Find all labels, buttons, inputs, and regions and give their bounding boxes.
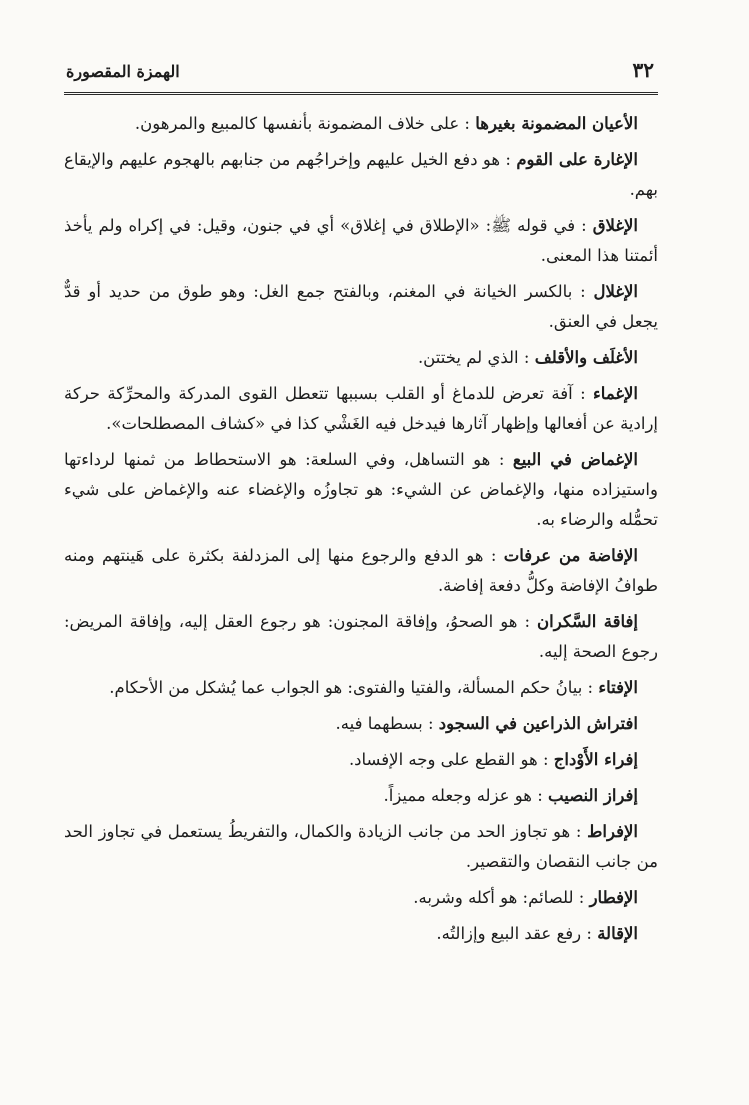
- entry-definition: : هو القطع على وجه الإفساد.: [348, 750, 549, 769]
- entry-term: الإفتاء: [598, 678, 638, 697]
- entry-term: إفراز النصيب: [548, 786, 638, 805]
- entry-definition: : هو دفع الخيل عليهم وإخراجُهم من جنابهم بالهجوم عليهم والإيقاع بهم.: [64, 150, 658, 199]
- entry-definition: : بيانُ حكم المسألة، والفتيا والفتوى: هو الجواب عما يُشكل من الأحكام.: [109, 678, 594, 697]
- glossary-entries: [64, 109, 658, 949]
- entry-definition: : هو الدفع والرجوع منها إلى المزدلفة بكثرة على هَينتهم ومنه طوافُ الإفاضة وكلُّ دفعة إفاضة.: [64, 546, 658, 595]
- entry-term: إفراء الأَوْداج: [553, 750, 638, 769]
- glossary-entry: [64, 145, 658, 205]
- running-title: الهمزة المقصورة: [66, 62, 180, 81]
- entry-definition: : هو عزله وجعله مميزاً.: [383, 786, 543, 805]
- entry-definition: : في قوله ﷺ: «الإطلاق في إغلاق» أي في جنون، وقيل: في إكراه ولم يأخذ أئمتنا هذا المعنى.: [64, 216, 658, 265]
- entry-definition: : آفة تعرض للدماغ أو القلب بسببها تتعطل القوى المدركة والمحرِّكة حركة إرادية عن أفعالها وإظهار آثارها فيدخل فيه الغَشْي كذا في «كشاف المصطلحات».: [64, 384, 658, 433]
- glossary-entry: [64, 211, 658, 271]
- entry-definition: : على خلاف المضمونة بأنفسها كالمبيع والمرهون.: [134, 114, 470, 133]
- entry-definition: : هو التساهل، وفي السلعة: هو الاستحطاط من ثمنها لرداءتها واستيزاده منها، والإغماض عن الشيء: هو تجاوزُه والإغضاء عنه والإغماض على شيء تحمُّله والرضاء به.: [64, 450, 658, 529]
- entry-definition: : بسطهما فيه.: [335, 714, 434, 733]
- entry-definition: : بالكسر الخيانة في المغنم، وبالفتح جمع الغل: وهو طوق من حديد أو قدٌّ يجعل في العنق.: [64, 282, 658, 331]
- entry-term: الإفطار: [589, 888, 638, 907]
- entry-term: الإغلال: [593, 282, 639, 301]
- entry-term: الإغلاق: [592, 216, 638, 235]
- glossary-entry: [64, 607, 658, 667]
- glossary-entry: [64, 379, 658, 439]
- entry-term: الإقالة: [597, 924, 638, 943]
- glossary-entry: [64, 277, 658, 337]
- glossary-entry: [64, 673, 658, 703]
- glossary-entry: [64, 919, 658, 949]
- entry-term: الإغماء: [593, 384, 638, 403]
- glossary-entry: [64, 343, 658, 373]
- entry-term: الإغارة على القوم: [516, 150, 638, 169]
- page-header: [64, 52, 658, 95]
- entry-term: الأعيان المضمونة بغيرها: [475, 114, 638, 133]
- entry-term: الإفراط: [587, 822, 638, 841]
- entry-definition: : رفع عقد البيع وإزالتُه.: [436, 924, 592, 943]
- entry-term: إفاقة السَّكران: [537, 612, 639, 631]
- page-number: ٣٢: [632, 58, 654, 82]
- entry-definition: : للصائم: هو أكله وشربه.: [413, 888, 585, 907]
- entry-term: افتراش الذراعين في السجود: [438, 714, 638, 733]
- glossary-entry: [64, 709, 658, 739]
- glossary-entry: [64, 109, 658, 139]
- glossary-entry: [64, 883, 658, 913]
- glossary-entry: [64, 445, 658, 535]
- glossary-entry: [64, 817, 658, 877]
- glossary-entry: [64, 745, 658, 775]
- entry-definition: : الذي لم يختتن.: [417, 348, 530, 367]
- entry-definition: : هو الصحوُ، وإفاقة المجنون: هو رجوع العقل إليه، وإفاقة المريض: رجوع الصحة إليه.: [64, 612, 658, 661]
- entry-term: الإغماض في البيع: [512, 450, 638, 469]
- entry-term: الإفاضة من عرفات: [503, 546, 638, 565]
- glossary-entry: [64, 781, 658, 811]
- glossary-entry: [64, 541, 658, 601]
- book-page: [64, 52, 658, 1082]
- entry-term: الأغلَف والأقلف: [534, 348, 638, 367]
- entry-definition: : هو تجاوز الحد من جانب الزيادة والكمال، والتفريطُ يستعمل في تجاوز الحد من جانب النقصان والتقصير.: [64, 822, 658, 871]
